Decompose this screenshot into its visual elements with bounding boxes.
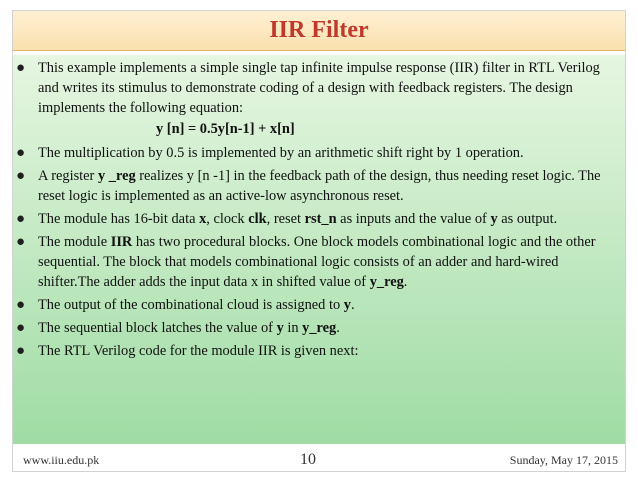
bullet-item xyxy=(16,318,620,338)
bold-term: clk xyxy=(248,211,267,227)
title-divider xyxy=(13,50,625,51)
bold-term: IIR xyxy=(110,234,133,250)
bold-term: y xyxy=(490,211,498,227)
text-run: , reset xyxy=(266,211,305,227)
text-run: . xyxy=(336,320,340,336)
footer-date: Sunday, May 17, 2015 xyxy=(509,453,618,467)
bullet-dot-icon: ● xyxy=(16,211,26,227)
bullet-text xyxy=(38,143,620,163)
bullet-dot-icon: ● xyxy=(16,168,26,184)
bullet-text xyxy=(38,232,620,292)
bullet-dot-icon: ● xyxy=(16,60,26,76)
text-run: The multiplication by 0.5 is implemented by an arithmetic shift right by 1 operation. xyxy=(38,145,524,161)
bullet-dot-icon: ● xyxy=(16,297,26,313)
text-run: , clock xyxy=(206,211,249,227)
text-run: A register xyxy=(38,168,98,184)
bold-term: rst_n xyxy=(304,211,337,227)
text-run: . xyxy=(403,274,408,290)
footer-url: www.iiu.edu.pk xyxy=(23,453,100,467)
bold-term: x xyxy=(199,211,207,227)
bold-term: y_reg xyxy=(302,320,337,336)
slide-title: IIR Filter xyxy=(269,17,369,43)
bullet-item xyxy=(16,166,620,206)
bullet-dot-icon: ● xyxy=(16,343,26,359)
bullet-dot-icon: ● xyxy=(16,234,26,250)
bullet-list xyxy=(16,58,620,364)
bullet-text xyxy=(38,295,620,315)
equation: y [n] = 0.5y[n-1] + x[n] xyxy=(156,121,295,137)
bold-term: y xyxy=(343,297,351,313)
bullet-dot-icon: ● xyxy=(16,320,26,336)
bullet-item xyxy=(16,143,620,163)
text-run: as inputs and the value of xyxy=(336,211,491,227)
bullet-dot-icon: ● xyxy=(16,145,26,161)
bullet-text xyxy=(38,341,620,361)
text-run: realizes y [n -1] in the feedback path of the design, thus needing reset logic. The reset logic is implemented as an active-low asynchronous reset. xyxy=(38,168,601,204)
text-run: The sequential block latches the value of xyxy=(38,320,277,336)
text-run: . xyxy=(350,297,355,313)
bullet-text xyxy=(38,166,620,206)
bullet-item xyxy=(16,209,620,229)
text-run: The RTL Verilog code for the module IIR is given next: xyxy=(38,343,359,359)
bold-term: y _reg xyxy=(97,168,136,184)
text-run: has two procedural blocks. One block models combinational logic and the other sequential. The block that models combinational logic consists of an adder and hard-wired shifter.The adder adds the input data x in shifted value of xyxy=(38,234,596,290)
bold-term: y xyxy=(276,320,284,336)
bullet-item xyxy=(16,295,620,315)
text-run: The module has 16-bit data xyxy=(38,211,200,227)
bullet-item xyxy=(16,58,620,140)
bullet-text xyxy=(38,209,620,229)
text-run: as output. xyxy=(497,211,558,227)
title-band xyxy=(13,11,625,50)
text-run: in xyxy=(283,320,303,336)
text-run: This example implements a simple single tap infinite impulse response (IIR) filter in RTL Verilog and writes its stimulus to demonstrate coding of a design with feedback registers. The design implements the following equation: xyxy=(38,60,600,116)
bold-term: y_reg xyxy=(369,274,404,290)
bullet-item xyxy=(16,341,620,361)
footer-page-number: 10 xyxy=(300,451,316,468)
text-run: The module xyxy=(38,234,111,250)
bullet-text xyxy=(38,318,620,338)
bullet-text xyxy=(38,58,620,118)
text-run: The output of the combinational cloud is assigned to xyxy=(38,297,344,313)
bullet-item xyxy=(16,232,620,292)
